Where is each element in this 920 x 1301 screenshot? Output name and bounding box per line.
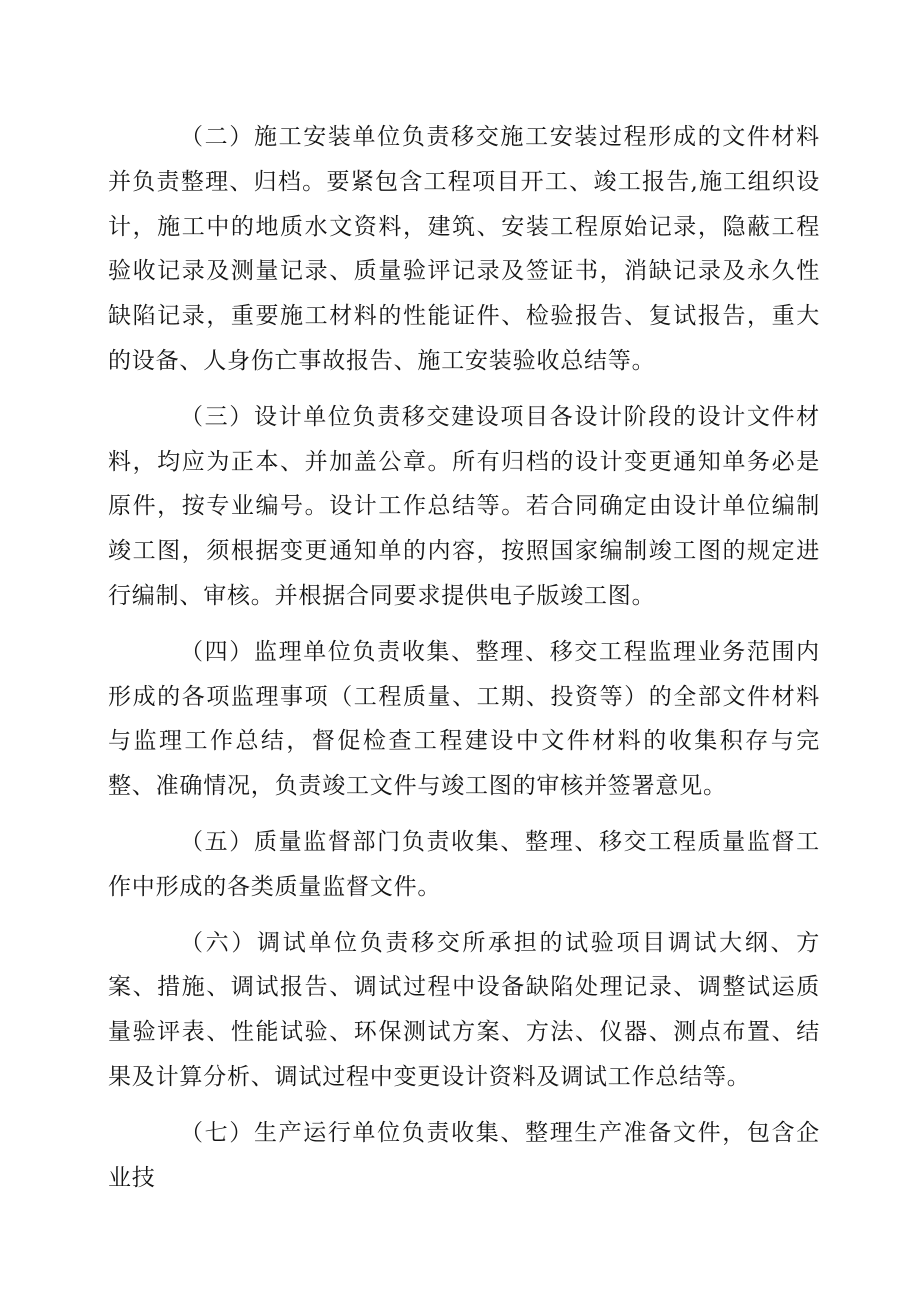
paragraph-supervision-unit: （四）监理单位负责收集、整理、移交工程监理业务范围内形成的各项监理事项（工程质量、工期、投资等）的全部文件材料与监理工作总结，督促检查工程建设中文件材料的收集积存与完整、准确情况，负责竣工文件与竣工图的审核并签署意见。 [108, 638, 820, 800]
paragraph-quality-supervision: （五）质量监督部门负责收集、整理、移交工程质量监督工作中形成的各类质量监督文件。 [108, 828, 820, 900]
paragraph-commissioning-unit: （六）调试单位负责移交所承担的试验项目调试大纲、方案、措施、调试报告、调试过程中设备缺陷处理记录、调整试运质量验评表、性能试验、环保测试方案、方法、仪器、测点布置、结果及计算分析、调试过程中变更设计资料及调试工作总结等。 [108, 929, 820, 1090]
paragraph-operation-unit: （七）生产运行单位负责收集、整理生产准备文件，包含企业技 [108, 1119, 820, 1191]
paragraph-design-unit: （三）设计单位负责移交建设项目各设计阶段的设计文件材料，均应为正本、并加盖公章。所有归档的设计变更通知单务必是原件，按专业编号。设计工作总结等。若合同确定由设计单位编制竣工图，须根据变更通知单的内容，按照国家编制竣工图的规定进行编制、审核。并根据合同要求提供电子版竣工图。 [108, 403, 820, 609]
paragraph-construction-unit: （二）施工安装单位负责移交施工安装过程形成的文件材料并负责整理、归档。要紧包含工程项目开工、竣工报告,施工组织设计，施工中的地质水文资料，建筑、安装工程原始记录，隐蔽工程验收记录及测量记录、质量验评记录及签证书，消缺记录及永久性缺陷记录，重要施工材料的性能证件、检验报告、复试报告，重大的设备、人身伤亡事故报告、施工安装验收总结等。 [108, 124, 820, 374]
